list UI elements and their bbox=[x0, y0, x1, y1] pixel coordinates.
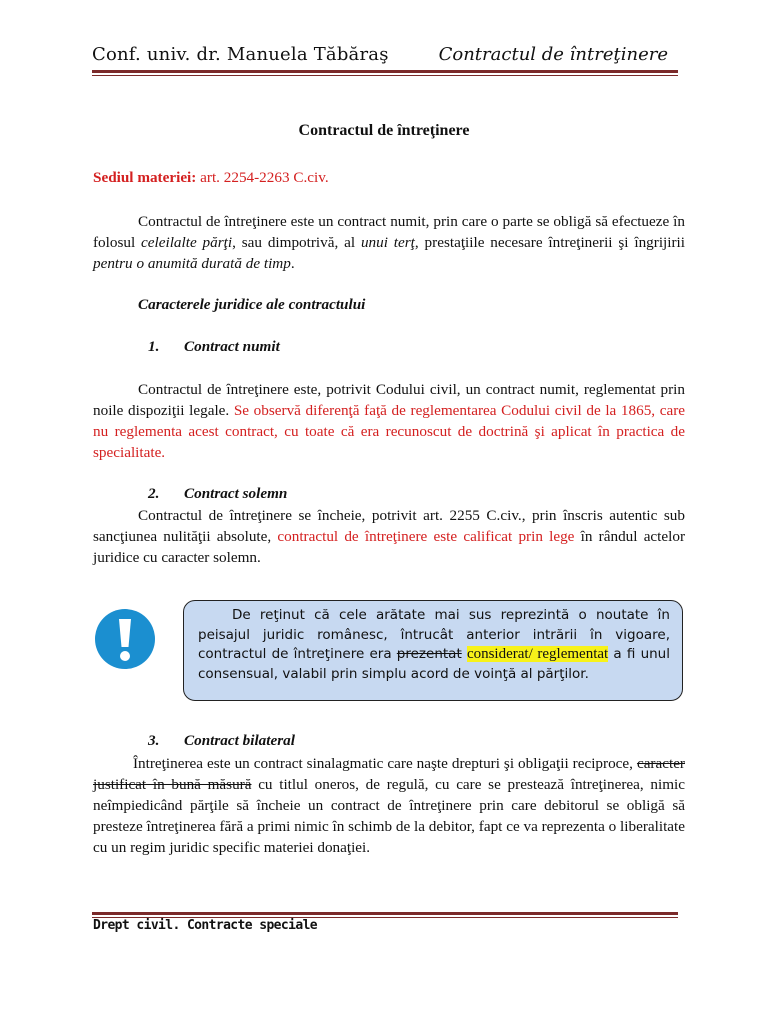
section-3-title: Contract bilateral bbox=[184, 732, 295, 749]
definition-text: , sau dimpotrivă, al bbox=[232, 234, 361, 251]
exclamation-icon bbox=[94, 608, 156, 670]
callout-text-part: a fi unul consensual, valabil prin simplu acord de voinţă al părţilor. bbox=[198, 646, 670, 682]
section-1-number: 1. bbox=[148, 338, 160, 355]
section-2-text: în rândul actelor juridice cu caracter solemn. bbox=[93, 528, 686, 566]
section-2-heading bbox=[148, 485, 287, 503]
section-3-text: cu titlul oneros, de regulă, cu care se prestează întreţinerea, nimic neîmpiedicând părţile să încheie un contract de întreţinere prin care debitorul se obligă să presteze întreţinerea fără a primi nimic în schimb de la debitor, fapt ce va reprezenta o liberalitate cu un regim juridic specific materiei donaţiei. bbox=[93, 776, 685, 856]
header-rule bbox=[92, 70, 678, 76]
section-2-number: 2. bbox=[148, 485, 160, 502]
definition-emphasis: celeilalte părţi bbox=[141, 234, 233, 251]
section-2-title: Contract solemn bbox=[184, 485, 288, 502]
section-3-text: Întreţinerea este un contract sinalagmatic care naşte drepturi şi obligaţii reciproce, bbox=[133, 755, 637, 772]
definition-text: , prestaţiile necesare întreţinerii şi îngrijirii bbox=[414, 234, 685, 251]
header-course-title: Contractul de întreţinere bbox=[438, 44, 668, 65]
section-3-heading bbox=[148, 732, 295, 750]
definition-emphasis: pentru o anumită durată de timp bbox=[93, 255, 291, 272]
sediul-materiei bbox=[93, 167, 685, 188]
callout-text bbox=[198, 606, 670, 684]
section-1-red-text: Se observă diferenţă faţă de reglementarea Codului civil de la 1865, care nu reglementa acest contract, cu toate că era recunoscut de doctrină şi aplicat în practica de specialitate. bbox=[93, 402, 685, 461]
section-1-heading bbox=[148, 338, 280, 356]
section-1-paragraph bbox=[93, 379, 685, 463]
document-title: Contractul de întreţinere bbox=[298, 122, 470, 139]
section-3-strikethrough: caracter justificat în bună măsură bbox=[93, 755, 685, 793]
header-author: Conf. univ. dr. Manuela Tăbăraş bbox=[92, 44, 389, 65]
definition-text: . bbox=[290, 255, 295, 272]
section-2-paragraph bbox=[93, 505, 685, 568]
section-1-title: Contract numit bbox=[184, 338, 280, 355]
section-3-paragraph bbox=[93, 753, 685, 858]
section-2-text: Contractul de întreţinere se încheie, potrivit art. 2255 C.civ., prin înscris autentic sub sancţiunea nulităţii absolute, bbox=[93, 507, 685, 545]
section-heading: Caracterele juridice ale contractului bbox=[138, 296, 366, 313]
definition-text: Contractul de întreţinere este un contract numit, prin care o parte se obligă să efectueze în folosul bbox=[93, 213, 685, 251]
callout-text-part: De reţinut că cele arătate mai sus reprezintă o noutate în peisajul juridic românesc, întrucât anterior intrării în vigoare, contractul de întreţinere era bbox=[198, 607, 670, 662]
definition-paragraph bbox=[93, 211, 685, 274]
callout-highlight: considerat/ reglementat bbox=[466, 646, 609, 662]
sediul-label: Sediul materiei: bbox=[93, 169, 197, 186]
callout-strikethrough: prezentat bbox=[396, 646, 462, 662]
footer-text: Drept civil. Contracte speciale bbox=[93, 918, 318, 933]
sediul-value: art. 2254-2263 C.civ. bbox=[196, 169, 329, 186]
callout-box bbox=[183, 600, 683, 701]
section-1-text: Contractul de întreţinere este, potrivit Codului civil, un contract numit, reglementat prin noile dispoziţii legale. bbox=[93, 381, 685, 419]
section-2-red-text: contractul de întreţinere este calificat prin lege bbox=[277, 528, 575, 545]
section-3-number: 3. bbox=[148, 732, 160, 749]
definition-emphasis: unui terţ bbox=[360, 234, 415, 251]
